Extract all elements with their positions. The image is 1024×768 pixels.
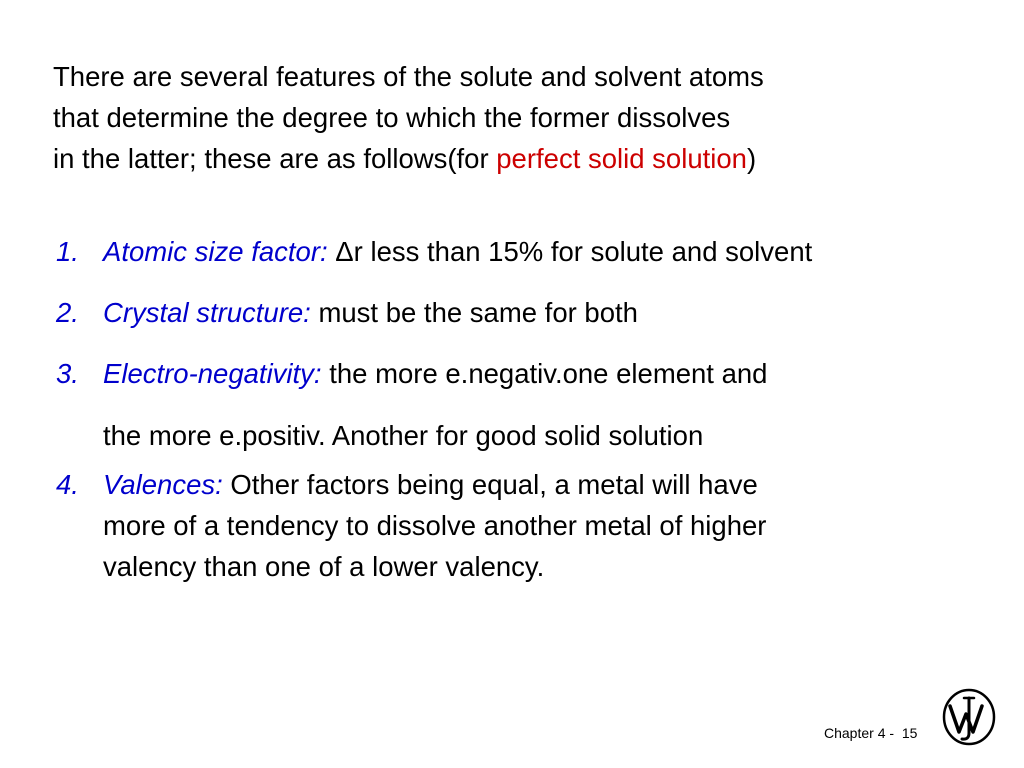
list-item-number: 3.	[56, 358, 79, 389]
intro-line-3	[53, 138, 1013, 179]
list-item-text: must be the same for both	[310, 297, 638, 328]
list-item-continuation: more of a tendency to dissolve another metal of higher	[103, 510, 767, 541]
intro-line-1: There are several features of the solute and solvent atoms	[53, 61, 764, 92]
list-item-text: Other factors being equal, a metal will have	[222, 469, 758, 500]
list-item-body	[103, 464, 766, 587]
list-item-body	[103, 353, 767, 456]
page-footer	[824, 724, 917, 742]
list-item-continuation: valency than one of a lower valency.	[103, 551, 545, 582]
list-item-number: 1.	[56, 236, 79, 267]
intro-line-2: that determine the degree to which the former dissolves	[53, 102, 731, 133]
chapter-label: Chapter 4 -	[824, 725, 895, 741]
list-item-number: 2.	[56, 297, 79, 328]
perfect-solid-solution-highlight: perfect solid solution	[496, 143, 747, 174]
intro-line-3-text: in the latter; these are as follows(for	[53, 143, 497, 174]
list-item-text: Δr less than 15% for solute and solvent	[327, 236, 813, 267]
list-item-text: the more e.negativ.one element and	[321, 358, 768, 389]
page-number: 15	[901, 725, 918, 741]
list-item-body	[103, 231, 812, 272]
list-item-term: Atomic size factor:	[103, 236, 328, 267]
list-item-continuation: the more e.positiv. Another for good solid solution	[103, 420, 704, 451]
list-item-term: Valences:	[103, 469, 223, 500]
publisher-logo-icon	[942, 688, 996, 746]
list-item-body	[103, 292, 638, 333]
list-item-number: 4.	[56, 469, 79, 500]
list-item-term: Crystal structure:	[103, 297, 311, 328]
intro-line-3-close: )	[746, 143, 757, 174]
intro-paragraph	[53, 56, 1013, 179]
list-item-term: Electro-negativity:	[103, 358, 322, 389]
